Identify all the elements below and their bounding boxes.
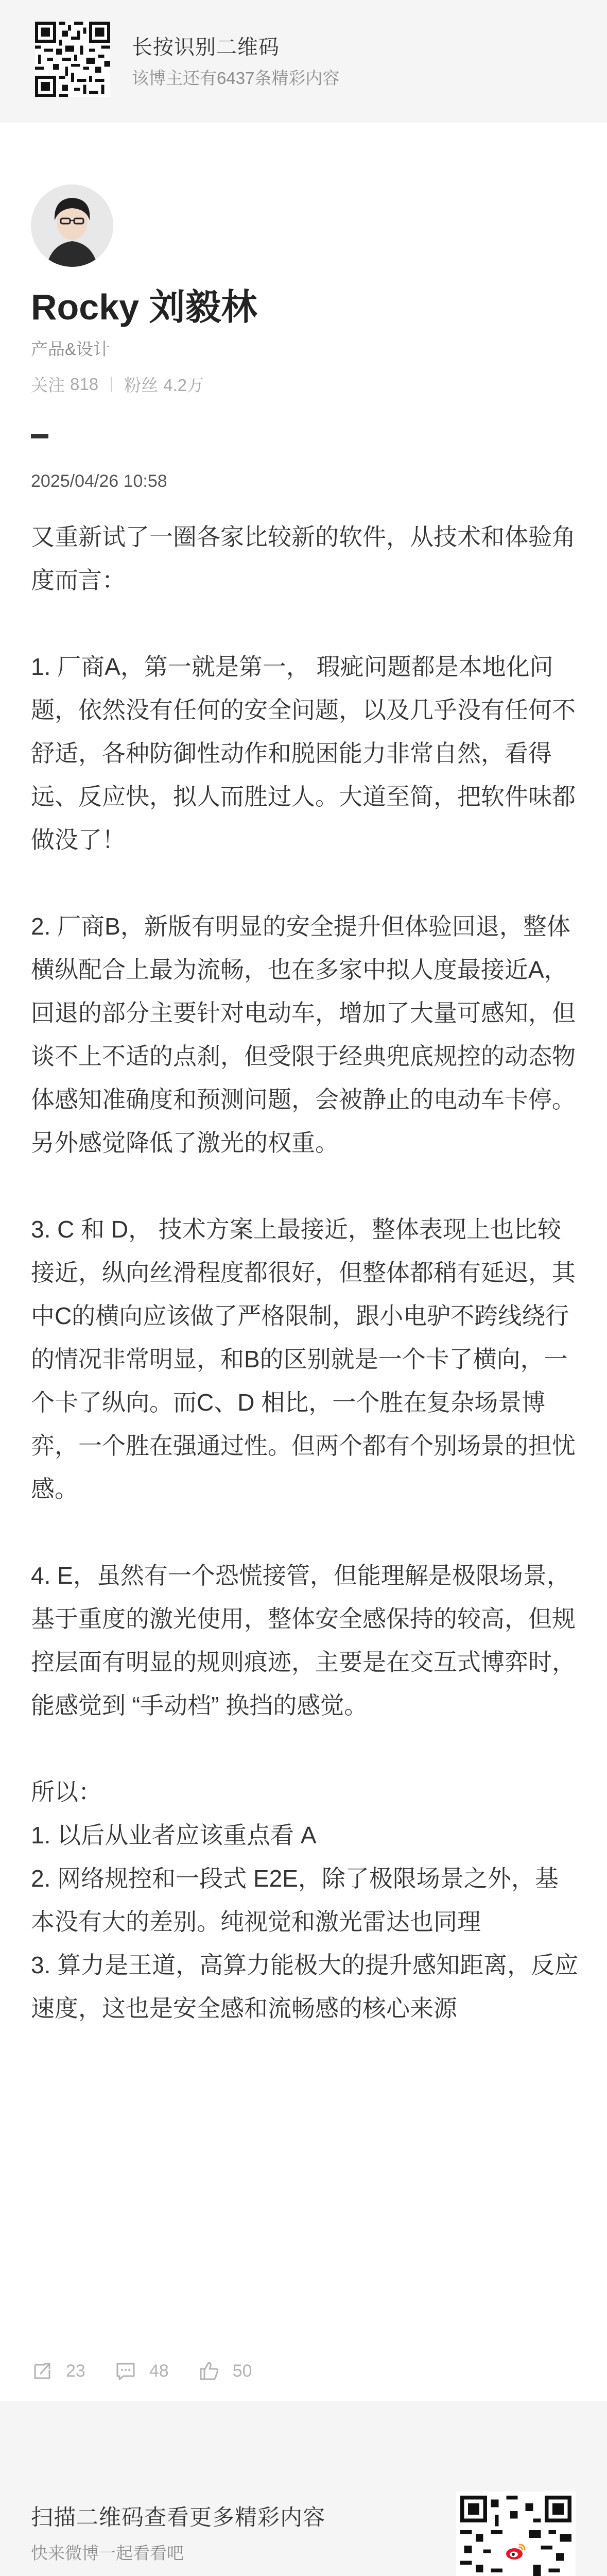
post-body xyxy=(31,515,582,2030)
comment-icon xyxy=(114,2360,137,2382)
post-date: 2025/04/26 10:58 xyxy=(31,471,167,491)
profile-stats xyxy=(31,372,204,396)
post-paragraph: 1. 以后从业者应该重点看 A xyxy=(31,1822,317,1849)
qr-code-graphic xyxy=(35,22,110,97)
post-paragraph: 1. 厂商A，第一就是第一， 瑕疵问题都是本地化问题，依然没有任何的安全问题，以及几乎没有任何不舒适，各种防御性动作和脱困能力非常自然，看得远、反应快，拟人而胜过人。大道至简，把软件味都做没了！ xyxy=(31,653,576,853)
post-blank-line xyxy=(31,1164,582,1208)
post-paragraph: 又重新试了一圈各家比较新的软件，从技术和体验角度而言： xyxy=(31,523,576,594)
post-blank-line xyxy=(31,1511,582,1554)
comment-count: 48 xyxy=(149,2361,169,2381)
footer-subtitle: 快来微博一起看看吧 xyxy=(31,2544,184,2563)
post-paragraph: 2. 网络规控和一段式 E2E，除了极限场景之外，基本没有大的差别。纯视觉和激光雷达也同理 xyxy=(31,1865,559,1935)
avatar-image xyxy=(31,184,113,267)
follow-label: 关注 xyxy=(31,376,65,395)
like-button[interactable] xyxy=(198,2360,252,2382)
stats-divider xyxy=(111,377,112,392)
repost-icon xyxy=(31,2360,54,2382)
section-divider-mark xyxy=(31,434,48,438)
post-paragraph: 2. 厂商B，新版有明显的安全提升但体验回退，整体横纵配合上最为流畅，也在多家中拟人度最接近A，回退的部分主要针对电动车，增加了大量可感知，但谈不上不适的点刹，但受限于经典兜底规控的动态物体感知准确度和预测问题，会被静止的电动车卡停。另外感觉降低了激光的权重。 xyxy=(31,913,576,1156)
post-action-bar xyxy=(31,2360,281,2382)
qr-code-icon[interactable] xyxy=(35,22,110,97)
banner-subtitle: 该博主还有6437条精彩内容 xyxy=(132,69,340,88)
footer-title: 扫描二维码查看更多精彩内容 xyxy=(31,2505,325,2530)
post-blank-line xyxy=(31,602,582,645)
like-count: 50 xyxy=(232,2361,252,2381)
profile-tagline: 产品&设计 xyxy=(31,340,111,359)
weibo-logo-icon xyxy=(501,2537,530,2566)
post-paragraph: 4. E，虽然有一个恐慌接管，但能理解是极限场景，基于重度的激光使用，整体安全感保持的较高，但规控层面有明显的规则痕迹，主要是在交互式博弈时，能感觉到 “手动档” 换挡的感觉。 xyxy=(31,1562,576,1719)
repost-count: 23 xyxy=(66,2361,85,2381)
post-paragraph: 3. 算力是王道，高算力能极大的提升感知距离，反应速度，这也是安全感和流畅感的核心来源 xyxy=(31,1952,579,2022)
profile-name[interactable]: Rocky 刘毅林 xyxy=(31,287,257,327)
banner-title: 长按识别二维码 xyxy=(132,36,280,59)
avatar[interactable] xyxy=(31,184,113,267)
comment-button[interactable] xyxy=(114,2360,169,2382)
follow-count: 818 xyxy=(70,374,99,394)
repost-button[interactable] xyxy=(31,2360,85,2382)
like-icon xyxy=(198,2360,220,2382)
footer-qr-code-icon[interactable] xyxy=(456,2492,576,2576)
post-blank-line xyxy=(31,1727,582,1770)
post-paragraph: 所以： xyxy=(31,1778,102,1805)
post-paragraph: 3. C 和 D， 技术方案上最接近，整体表现上也比较接近，纵向丝滑程度都很好，但整体都稍有延迟，其中C的横向应该做了严格限制，跟小电驴不跨线绕行的情况非常明显，和B的区别就是一个卡了横向，一个卡了纵向。而C、D 相比，一个胜在复杂场景博弈，一个胜在强通过性。但两个都有个别场景的担忧感。 xyxy=(31,1216,576,1502)
fans-count: 4.2万 xyxy=(163,376,204,395)
fans-label: 粉丝 xyxy=(124,376,159,395)
post-blank-line xyxy=(31,861,582,905)
